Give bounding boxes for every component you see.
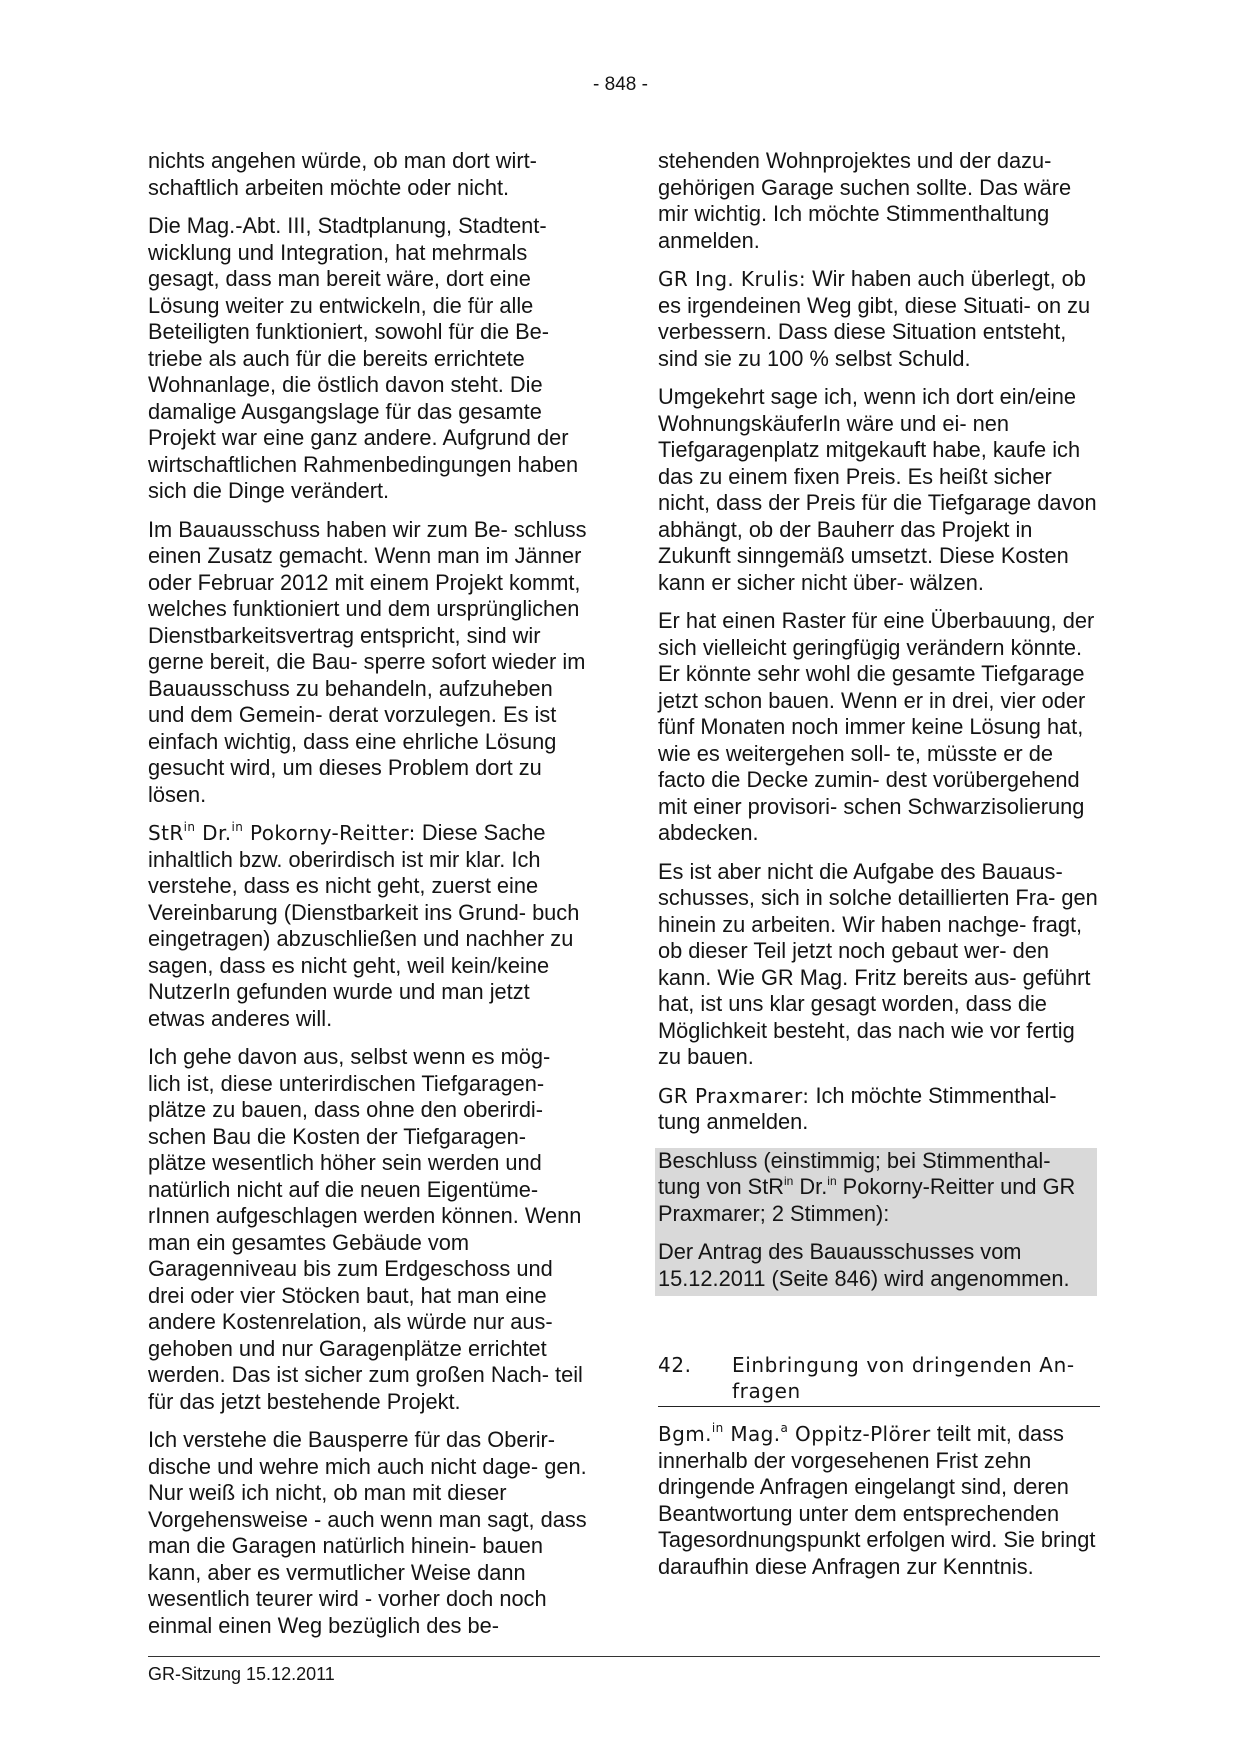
speech-text: Ich möchte Stimmenthal- tung anmelden. [658, 1082, 1057, 1134]
paragraph: Er hat einen Raster für eine Überbauung, der sich vielleicht geringfügig verändern könnte. Er könnte sehr wohl die gesamte Tiefgarage jetzt schon bauen. Wenn er in drei, vier oder fünf Monaten noch immer keine Lösung hat, wie es weitergehen soll- te, müsste er de facto die Decke zumin- dest vorübergehend mit einer provisori- schen Schwarzisolierung abdecken. [658, 608, 1095, 845]
resolution-text: Beschluss (einstimmig; bei Stimmenthal- tung von StR [658, 1147, 1051, 1199]
paragraph: stehenden Wohnprojektes und der dazu- gehörigen Garage suchen sollte. Das wäre mir wichtig. Ich möchte Stimmenthaltung anmelden. [658, 148, 1072, 253]
speech-text: Diese Sache inhaltlich bzw. oberirdisch ist mir klar. Ich verstehe, dass es nicht geht, zuerst eine Vereinbarung (Dienstbarkeit ins Grund- buch eingetragen) abzuschließen und nachher zu sagen, dass es nicht geht, weil kein/keine NutzerIn gefunden wurde und man jetzt etwas anderes will. [148, 820, 580, 1031]
resolution-box [655, 1148, 1097, 1297]
superscript: a [780, 1421, 789, 1435]
resolution-text: Dr. [793, 1174, 828, 1199]
paragraph: Ich gehe davon aus, selbst wenn es mög- lich ist, diese unterirdischen Tiefgaragen- plätze zu bauen, dass ohne den oberirdi- schen Bau die Kosten der Tiefgaragen- plätze wesentlich höher sein werden und natürlich nicht auf die neuen Eigentüme- rInnen aufgeschlagen werden können. Wenn man ein gesamtes Gebäude vom Garagenniveau bis zum Erdgeschoss und drei oder vier Stöcken baut, hat man eine andere Kostenrelation, als würde nur aus- gehoben und nur Garagenplätze errichtet werden. Das ist sicher zum großen Nach- teil für das jetzt bestehende Projekt. [148, 1044, 583, 1414]
page-number: - 848 - [593, 74, 648, 95]
paragraph: Es ist aber nicht die Aufgabe des Bauaus- schusses, sich in solche detaillierten Fra- gen hinein zu arbeiten. Wir haben nachge- fragt, ob dieser Teil jetzt noch gebaut wer- den kann. Wie GR Mag. Fritz bereits aus- geführt hat, ist uns klar gesagt worden, dass die Möglichkeit besteht, das nach wie vor fertig zu bauen. [658, 858, 1098, 1069]
left-column [148, 148, 588, 1651]
speaker-title: StR [148, 821, 184, 845]
paragraph [148, 820, 588, 1032]
paragraph [658, 1083, 1100, 1136]
speaker-title: Bgm. [658, 1422, 712, 1446]
speaker-title: Mag. [723, 1422, 781, 1446]
resolution-text: Pokorny-Reitter und GR Praxmarer; 2 Stimmen): [658, 1174, 1076, 1226]
paragraph: Die Mag.-Abt. III, Stadtplanung, Stadtent- wicklung und Integration, hat mehrmals gesagt, dass man bereit wäre, dort eine Lösung weiter zu entwickeln, die für alle Beteiligten funktioniert, sowohl für die Be- triebe als auch für die bereits errichtete Wohnanlage, die östlich davon steht. Die damalige Ausgangslage für das gesamte Projekt war eine ganz andere. Aufgrund der wirtschaftlichen Rahmenbedingungen haben sich die Dinge verändert. [148, 213, 579, 503]
page-footer: GR-Sitzung 15.12.2011 [148, 1664, 335, 1684]
right-column [658, 148, 1100, 1592]
superscript: in [827, 1174, 837, 1188]
superscript: in [711, 1421, 724, 1435]
footer-divider [148, 1656, 1100, 1657]
paragraph: Ich verstehe die Bausperre für das Oberir- dische und wehre mich auch nicht dage- gen. Nur weiß ich nicht, ob man mit dieser Vorgehensweise - auch wenn man sagt, dass man die Garagen natürlich hinein- bauen kann, aber es vermutlicher Weise dann wesentlich teurer wird - vorher doch noch einmal einen Weg bezüglich des be- [148, 1427, 587, 1638]
resolution-header [658, 1148, 1094, 1228]
speaker-name: GR Praxmarer: [658, 1083, 810, 1108]
paragraph: Im Bauausschuss haben wir zum Be- schluss einen Zusatz gemacht. Wenn man im Jänner oder Februar 2012 mit einem Projekt kommt, welches funktioniert und dem ursprünglichen Dienstbarkeitsvertrag entspricht, sind wir gerne bereit, die Bau- sperre sofort wieder im Bauausschuss zu behandeln, aufzuheben und dem Gemein- derat vorzulegen. Es ist einfach wichtig, dass eine ehrliche Lösung gesucht wird, um dieses Problem dort zu lösen. [148, 516, 587, 807]
speech-text: Wir haben auch überlegt, ob es irgendeinen Weg gibt, diese Situati- on zu verbessern. Dass diese Situation entsteht, sind sie zu 100 % selbst Schuld. [658, 266, 1091, 371]
paragraph [658, 266, 1100, 372]
agenda-item-number: 42. [658, 1353, 692, 1377]
agenda-item-title: Einbringung von dringenden An- fragen [732, 1353, 1075, 1403]
superscript: in [231, 820, 244, 834]
paragraph: nichts angehen würde, ob man dort wirt- schaftlich arbeiten möchte oder nicht. [148, 148, 537, 200]
paragraph [658, 1421, 1100, 1580]
superscript: in [784, 1174, 794, 1188]
resolution-result: Der Antrag des Bauausschusses vom 15.12.2011 (Seite 846) wird angenommen. [658, 1239, 1070, 1291]
speaker-name [148, 821, 416, 845]
speaker-surname: Pokorny-Reitter: [243, 821, 416, 845]
speaker-surname: Oppitz-Plörer [788, 1422, 931, 1446]
speaker-title: Dr. [195, 821, 232, 845]
superscript: in [183, 820, 196, 834]
paragraph: Umgekehrt sage ich, wenn ich dort ein/eine WohnungskäuferIn wäre und ei- nen Tiefgaragenplatz mitgekauft habe, kaufe ich das zu einem fixen Preis. Es heißt sicher nicht, dass der Preis für die Tiefgarage davon abhängt, ob der Bauherr das Projekt in Zukunft sinngemäß umsetzt. Diese Kosten kann er sicher nicht über- wälzen. [658, 384, 1097, 595]
speaker-name: GR Ing. Krulis: [658, 267, 807, 291]
agenda-item-heading [658, 1352, 1100, 1407]
speaker-name [658, 1422, 931, 1446]
speech-text: teilt mit, dass innerhalb der vorgesehenen Frist zehn dringende Anfragen eingelangt sind, deren Beantwortung unter dem entsprechenden Tagesordnungspunkt erfolgen wird. Sie bringt daraufhin diese Anfragen zur Kenntnis. [658, 1421, 1096, 1579]
